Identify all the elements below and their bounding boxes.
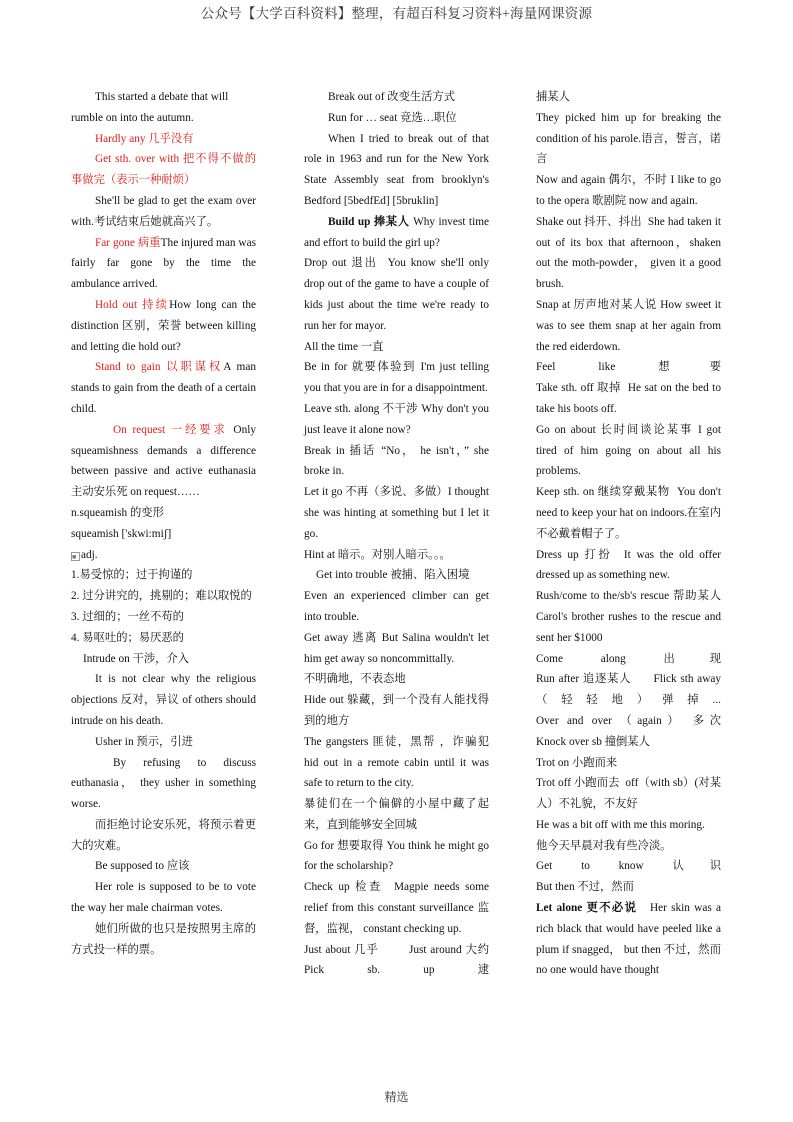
translation: 他今天早晨对我有些冷淡。: [536, 839, 672, 852]
example-sentence: Even an experienced climber can get into trouble.: [304, 590, 489, 623]
phrase-heading: Far gone 病重: [95, 236, 161, 249]
page-header: 公众号【大学百科资料】整理，有超百科复习资料+海量网课资源: [200, 6, 593, 21]
phrase-heading: Now and again 偶尔，不时: [536, 174, 668, 187]
entry: [536, 586, 721, 648]
example-sentence: By refusing to discuss euthanasia， they usher in something worse.: [71, 756, 256, 811]
entry: [71, 233, 256, 295]
example-sentence: I like to go to the opera 歌剧院 now and again.: [536, 174, 721, 207]
entry: [536, 420, 721, 482]
example-sentence: It was the old offer dressed up as something new.: [536, 548, 721, 582]
phrase-heading: Be supposed to 应该: [95, 860, 190, 873]
phrase-heading: Knock over sb 撞倒某人: [536, 735, 650, 748]
entry: [536, 669, 721, 711]
phrase-heading: Hardly any 几乎没有: [95, 132, 194, 145]
phrase-heading: Run after 追逐某人: [536, 673, 632, 686]
text-line: 捕某人: [536, 91, 570, 103]
example-sentence: Magpie needs some relief from this constant surveillance 监督，监视， constant checking up.: [304, 881, 489, 935]
phrase-heading: Pick sb. up 逮: [304, 964, 489, 977]
entry: [304, 357, 489, 399]
phrase-heading: Feel like 想要: [536, 361, 721, 374]
translation: 她们所做的也只是按照男主席的方式投一样的票。: [71, 922, 256, 956]
phrase-heading: Hide out 躲藏，到一个没有人能找得到的地方: [304, 694, 489, 727]
phrase-heading: Let alone 更不必说: [536, 902, 638, 915]
example-sentence: A man stands to gain from the death of a certain child.: [71, 361, 256, 415]
example-sentence: I got tired of him going on about all his problems.: [536, 423, 721, 478]
example-sentence: The injured man was fairly far gone by the time the ambulance arrived.: [71, 236, 256, 291]
phrase-heading: Get to know 认识: [536, 860, 721, 873]
phrase-heading: Just about 几乎: [304, 943, 379, 956]
phrase-heading: Take sth. off 取掉: [536, 382, 621, 395]
column-left: [71, 87, 256, 960]
example-sentence: You know she'll only drop out of the game to have a couple of kids just about the time we're ready to run her for mayor.: [304, 257, 489, 332]
phrase-heading: Trot off 小跑而去: [536, 777, 620, 790]
translation: 暴徒们在一个偏僻的小屋中藏了起来，直到能够安全回城: [304, 798, 489, 831]
entry: [536, 212, 721, 295]
phrase-heading: Hold out 持续: [95, 298, 170, 311]
entry: [536, 295, 721, 357]
example-sentence: You think he might go for the scholarship?: [304, 839, 489, 873]
entry: [304, 399, 489, 441]
example-sentence: How sweet it was to see them snap at her again from the red eiderdown.: [536, 298, 721, 353]
example-sentence: The gangsters 匪徒，黑帮 ，诈骗犯 hid out in a remote cabin until it was safe to return to the city.: [304, 735, 489, 790]
image-placeholder-icon: ■: [71, 552, 80, 561]
entry: [304, 940, 489, 982]
phrase-heading: Build up 捧某人: [328, 215, 410, 228]
example-sentence: It is not clear why the religious objections 反对，异议 of others should intrude on his death.: [71, 673, 256, 727]
column-middle: [304, 87, 489, 981]
phrase-heading: Stand to gain 以职谋权: [95, 361, 224, 374]
example-sentence: You don't need to keep your hat on indoors.在室内不必戴着帽子了。: [536, 486, 721, 540]
entry: [536, 545, 721, 587]
example-sentence: Only squeamishness demands a difference between passive and active euthanasia 主动安乐死 on request……: [71, 423, 257, 499]
phrase-heading: Break out of 改变生活方式: [328, 91, 456, 103]
entry: [304, 877, 489, 939]
entry: [536, 378, 721, 420]
text-line: squeamish ['skwi:miʃ]: [71, 527, 172, 540]
text-line: 1.易受惊的；过于拘谨的: [71, 569, 193, 582]
phrase-heading: All the time 一直: [304, 340, 384, 353]
example-sentence: Her skin was a rich black that would have peeled like a plum if snagged， but then 不过，然而 no one would have thought: [536, 902, 721, 977]
phrase-heading: Go on about 长时间谈论某事: [536, 423, 694, 436]
entry: [536, 170, 721, 212]
phrase-heading: Over and over （again） 多次: [536, 714, 721, 727]
text-line: n.squeamish 的变形: [71, 506, 164, 519]
example-sentence: Why invest time and effort to build the girl up?: [304, 215, 490, 249]
phrase-heading: On request 一经要求: [113, 423, 228, 436]
phrase-heading: Usher in 预示，引进: [95, 735, 193, 748]
phrase-heading: Go for 想要取得: [304, 839, 384, 852]
phrase-heading: Get into trouble 被捕、陷入困境: [316, 569, 470, 582]
entry: [71, 357, 256, 419]
phrase-heading: Rush/come to the/sb's rescue 帮助某人: [536, 590, 721, 603]
example-sentence: But Salina wouldn't let him get away so noncommittally.: [304, 631, 490, 665]
text-line: rumble on into the autumn.: [71, 111, 194, 124]
example-sentence: “No， he isn't，” she broke in.: [304, 444, 489, 478]
phrase-heading: Trot on 小跑而来: [536, 756, 618, 769]
example-sentence: She had taken it out of its box that afternoon，shaken out the moth-powder， given it a good brush.: [536, 215, 721, 291]
example-sentence: I thought she was hinting at something but I let it go.: [304, 486, 490, 540]
entry: [304, 441, 489, 483]
example-sentence: Why don't you just leave it alone now?: [304, 402, 489, 436]
entry: [304, 628, 489, 670]
phrase-heading: Flick sth away （轻轻地）弹掉...: [536, 673, 722, 707]
phrase-heading: Break in 插话: [304, 444, 377, 457]
text-line: This started a debate that will: [95, 91, 229, 103]
entry: [304, 482, 489, 544]
phrase-heading: Drop out 退出: [304, 257, 378, 270]
text-line: Hint at 暗示。对别人暗示。。。: [304, 548, 451, 561]
entry: [304, 253, 489, 336]
text-line: 4. 易呕吐的；易厌恶的: [71, 631, 184, 644]
translation: 不明确地，不表态地: [304, 673, 406, 686]
entry: [71, 420, 256, 503]
entry: [536, 773, 721, 815]
phrase-heading: Shake out 抖开、抖出: [536, 215, 642, 228]
translation: 而拒绝讨论安乐死，将预示着更大的灾难。: [71, 818, 256, 852]
translation: 语言，誓言，诺言: [536, 132, 721, 166]
phrase-heading: Check up 检查: [304, 881, 384, 894]
text-line: 2. 过分讲究的，挑剔的；难以取悦的: [71, 590, 252, 603]
entry: [536, 898, 721, 981]
phrase-heading: Get away 逃离: [304, 631, 378, 644]
example-sentence: Her role is supposed to be to vote the way her male chairman votes.: [71, 881, 256, 915]
entry: [304, 212, 489, 254]
phrase-heading: Intrude on 干涉，介入: [83, 652, 190, 665]
example-sentence: When I tried to break out of that role in 1963 and run for the New York State Assembly seat from brooklyn's Bedford [5bedfEd] [5bruklin]: [304, 132, 489, 207]
phrase-heading: Snap at 厉声地对某人说: [536, 298, 657, 311]
entry: [304, 836, 489, 878]
example-sentence: She'll be glad to get the exam over with.考试结束后她就高兴了。: [71, 194, 256, 228]
column-right: [536, 87, 721, 981]
text-line: 3. 过细的；一丝不苟的: [71, 610, 184, 623]
entry: [71, 295, 256, 357]
page-footer: 精选: [384, 1090, 409, 1104]
example-sentence: He sat on the bed to take his boots off.: [536, 382, 721, 415]
entry: [536, 482, 721, 544]
phrase-heading: Just around 大约: [408, 943, 490, 956]
example-sentence: I'm just telling you that you are in for a disappointment.: [304, 361, 490, 395]
example-sentence: They picked him up for breaking the condition of his parole.语言，誓言，诺言: [536, 111, 721, 166]
example-sentence: How long can the distinction 区别，荣誉 between killing and letting die hold out?: [71, 298, 257, 353]
phrase-heading: Get sth. over with 把不得不做的事做完（表示一种耐烦）: [71, 153, 256, 187]
text-line: ■ adj.: [72, 548, 98, 561]
phrase-heading: Keep sth. on 继续穿戴某物: [536, 486, 670, 499]
phrase-heading: Come along 出现: [536, 652, 721, 665]
phrase-heading: Let it go 不再（多说、多做）: [304, 486, 448, 499]
example-sentence: He was a bit off with me this moring.: [536, 818, 705, 831]
phrase-heading: Be in for 就要体验到: [304, 361, 417, 374]
phrase-heading: Dress up 打扮: [536, 548, 613, 561]
phrase-heading: But then 不过，然而: [536, 881, 634, 894]
phrase-heading: Leave sth. along 不干涉: [304, 402, 419, 415]
phrase-heading: Run for … seat 竞选…职位: [328, 111, 457, 124]
phrase-heading: off（with sb）(对某人）不礼貌，不友好: [536, 777, 722, 811]
example-sentence: Carol's brother rushes to the rescue and sent her $1000: [536, 610, 721, 644]
